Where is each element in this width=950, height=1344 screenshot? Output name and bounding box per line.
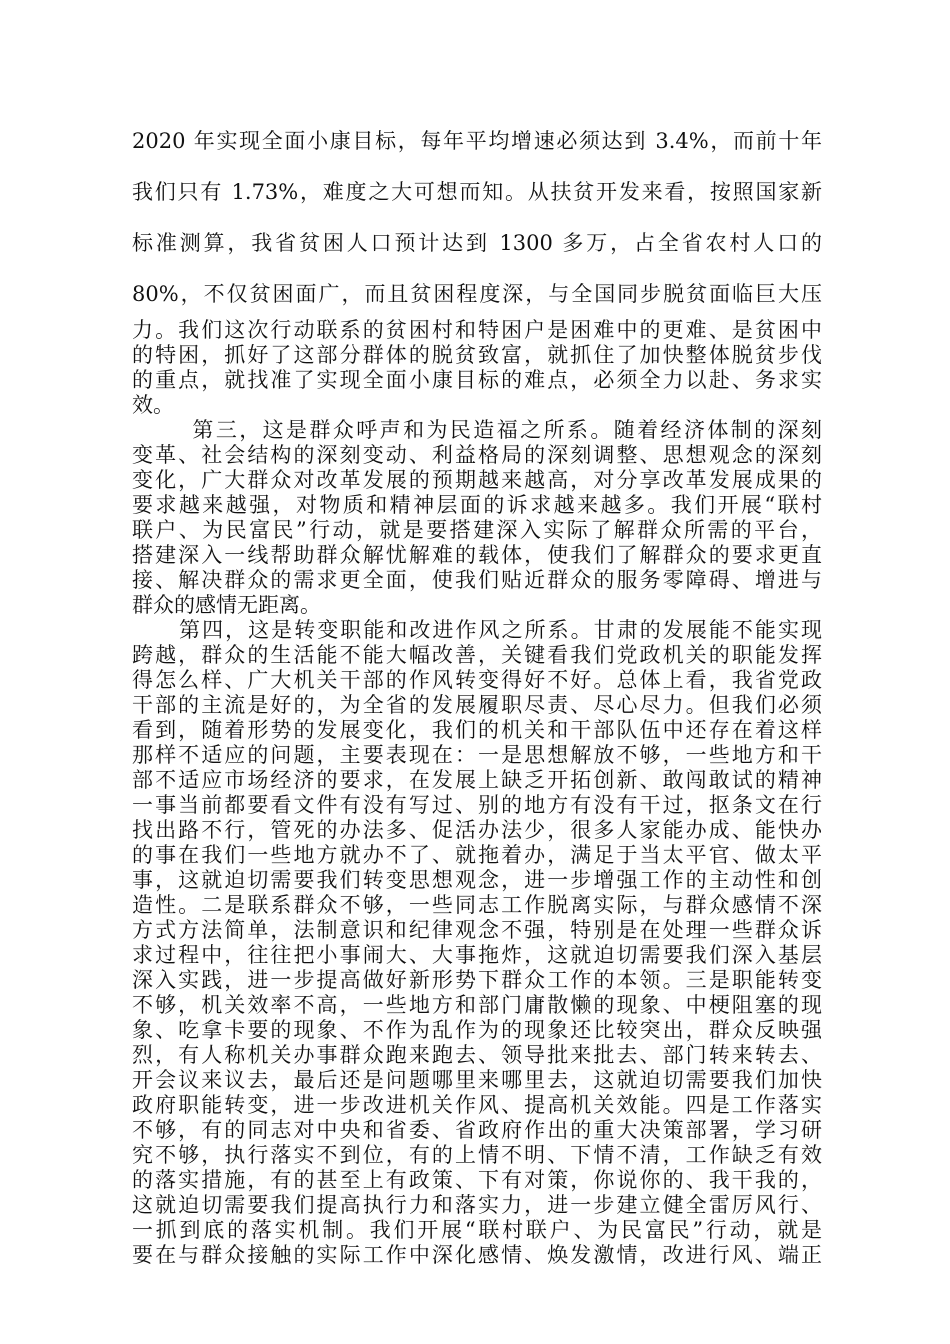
text-line: 联户、为民富民”行动，就是要搭建深入实际了解群众所需的平台， [132, 518, 822, 542]
text-line: 那样不适应的问题，主要表现在：一是思想解放不够，一些地方和干 [132, 743, 822, 767]
text-line: 部不适应市场经济的要求，在发展上缺乏开拓创新、敢闯敢试的精神 [132, 768, 822, 792]
text-line: 2020 年实现全面小康目标，每年平均增速必须达到 3.4%，而前十年 [132, 129, 822, 153]
text-line: 事，这就迫切需要我们转变思想观念，进一步增强工作的主动性和创 [132, 868, 822, 892]
text-line: 得怎么样、广大机关干部的作风转变得好不好。总体上看，我省党政 [132, 668, 822, 692]
paragraph-first-line: 第四，这是转变职能和改进作风之所系。甘肃的发展能不能实现 [156, 618, 822, 642]
text-line: 要求越来越强，对物质和精神层面的诉求越来越多。我们开展“联村 [132, 493, 822, 517]
text-line: 要在与群众接触的实际工作中深化感情、焕发激情，改进行风、端正 [132, 1243, 822, 1267]
text-line: 不够，有的同志对中央和省委、省政府作出的重大决策部署，学习研 [132, 1118, 822, 1142]
text-line: 干部的主流是好的，为全省的发展履职尽责、尽心尽力。但我们必须 [132, 693, 822, 717]
text-line: 一事当前都要看文件有没有写过、别的地方有没有干过，抠条文在行 [132, 793, 822, 817]
text-line: 造性。二是联系群众不够，一些同志工作脱离实际，与群众感情不深 [132, 893, 822, 917]
text-line: 深入实践，进一步提高做好新形势下群众工作的本领。三是职能转变 [132, 968, 822, 992]
text-line: 的落实措施，有的甚至上有政策、下有对策，你说你的、我干我的， [132, 1168, 822, 1192]
text-line: 接、解决群众的需求更全面，使我们贴近群众的服务零障碍、增进与 [132, 568, 822, 592]
text-line: 群众的感情无距离。 [132, 593, 321, 617]
text-line: 不够，机关效率不高，一些地方和部门庸散懒的现象、中梗阻塞的现 [132, 993, 822, 1017]
text-line: 我们只有 1.73%，难度之大可想而知。从扶贫开发来看，按照国家新 [132, 180, 822, 204]
text-line: 一抓到底的落实机制。我们开展“联村联户、为民富民”行动，就是 [132, 1218, 822, 1242]
text-line: 政府职能转变，进一步改进机关作风、提高机关效能。四是工作落实 [132, 1093, 822, 1117]
text-line: 的重点，就找准了实现全面小康目标的难点，必须全力以赴、务求实 [132, 368, 822, 392]
text-line: 跨越，群众的生活能不能大幅改善，关键看我们党政机关的职能发挥 [132, 643, 822, 667]
text-line: 看到，随着形势的发展变化，我们的机关和干部队伍中还存在着这样 [132, 718, 822, 742]
text-line: 找出路不行，管死的办法多、促活办法少，很多人家能办成、能快办 [132, 818, 822, 842]
text-line: 求过程中，往往把小事闹大、大事拖炸，这就迫切需要我们深入基层 [132, 943, 822, 967]
text-line: 标准测算，我省贫困人口预计达到 1300 多万，占全省农村人口的 [132, 231, 822, 255]
text-line: 变化，广大群众对改革发展的预期越来越高，对分享改革发展成果的 [132, 468, 822, 492]
text-line: 变革、社会结构的深刻变动、利益格局的深刻调整、思想观念的深刻 [132, 443, 822, 467]
text-line: 效。 [132, 393, 174, 417]
text-line: 象、吃拿卡要的现象、不作为乱作为的现象还比较突出，群众反映强 [132, 1018, 822, 1042]
paragraph-first-line: 第三，这是群众呼声和为民造福之所系。随着经济体制的深刻 [169, 418, 822, 442]
text-line: 烈，有人称机关办事群众跑来跑去、领导批来批去、部门转来转去、 [132, 1043, 822, 1067]
text-line: 的事在我们一些地方就办不了、就拖着办，满足于当太平官、做太平 [132, 843, 822, 867]
text-line: 力。我们这次行动联系的贫困村和特困户是困难中的更难、是贫困中 [132, 318, 822, 342]
text-line: 方式方法简单，法制意识和纪律观念不强，特别是在处理一些群众诉 [132, 918, 822, 942]
text-line: 80%，不仅贫困面广，而且贫困程度深，与全国同步脱贫面临巨大压 [132, 282, 822, 306]
text-line: 搭建深入一线帮助群众解忧解难的载体，使我们了解群众的要求更直 [132, 543, 822, 567]
text-line: 这就迫切需要我们提高执行力和落实力，进一步建立健全雷厉风行、 [132, 1193, 822, 1217]
text-line: 的特困，抓好了这部分群体的脱贫致富，就抓住了加快整体脱贫步伐 [132, 343, 822, 367]
text-line: 开会议来议去，最后还是问题哪里来哪里去，这就迫切需要我们加快 [132, 1068, 822, 1092]
text-line: 究不够，执行落实不到位，有的上情不明、下情不清，工作缺乏有效 [132, 1143, 822, 1167]
